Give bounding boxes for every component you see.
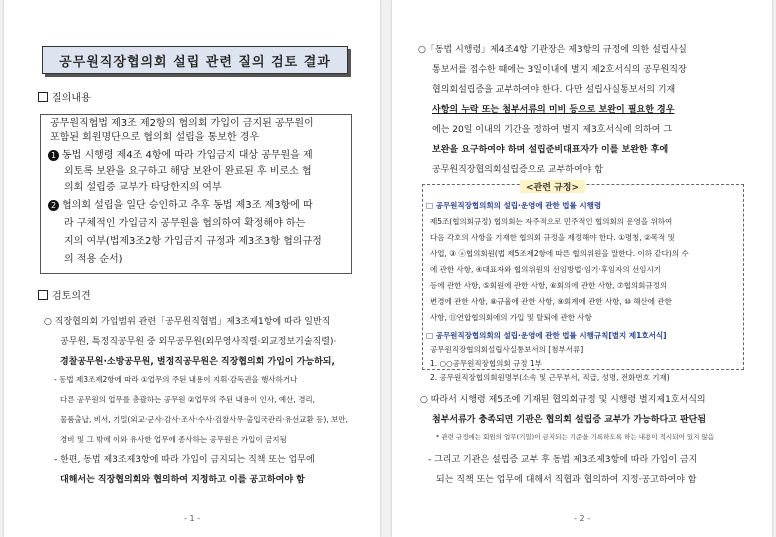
opinion-1-line-3: 경찰공무원·소방공무원, 별정직공무원은 직장협의회 가입이 가능하되, — [60, 357, 335, 367]
reg-1-line-1: 제5조(협의회규정) 협의회는 자주적으로 민주적인 협의회의 운영을 위하여 — [430, 217, 673, 226]
query-item-1-text: 동법 시행령 제4조 4항에 따라 가입금지 대상 공무원을 제 — [62, 150, 313, 161]
reg-1-line-6: 변경에 관한 사항, ⑧규율에 관한 사항, ⑨회계에 관한 사항, ⑩ 해산에 관한 — [430, 297, 672, 306]
reg-1-line-7: 사항, ⑪연합협의회에의 가입 및 탈퇴에 관한 사항 — [430, 313, 592, 322]
document-page-2 — [392, 0, 772, 537]
p2-note: * 관련 규정에는 회원의 업무(기밀)이 금지되는 기준을 기록하도록 하는 내용이 적시되어 있지 않음 — [436, 433, 714, 441]
opinion-2-line-1: - 동법 제3조제2항에 따라 ①업무의 주된 내용이 지휘·감독권을 행사하거나 — [54, 375, 298, 384]
reg-2-line-2: 1. ○○공무원직장협의회 규정 1부 — [430, 359, 542, 368]
reg-1-line-4: 에 관한 사항, ④대표자와 협의위원의 선임방법·임기·후임자의 선임시기 — [430, 265, 662, 274]
page-title: 공무원직장협의회 설립 관련 질의 검토 결과 — [42, 46, 348, 74]
reg-1-line-5: 등에 관한 사항, ⑤회원에 관한 사항, ⑥회의에 관한 사항, ⑦협의회규정의 — [430, 281, 668, 290]
query-item-1-line-3: 의회 설립증 교부가 타당한지의 여부 — [64, 182, 222, 193]
number-2-icon: 2 — [48, 200, 59, 211]
document-page-1 — [4, 0, 380, 537]
reg-1-line-3: 사업, ③ ⓐ협의회원(법 제5조제2항에 따른 협의위원을 말한다. 이하 같다)의 수 — [430, 249, 689, 258]
opinion-3-line-2: 대해서는 직장협의회와 협의하여 지정하고 이를 공고하여야 함 — [60, 475, 305, 485]
opinion-2-line-2: 다른 공무원의 업무를 총괄하는 공무원 ②업무의 주된 내용이 인사, 예산, 경리, — [60, 395, 316, 404]
p2-para-1-line-4: 사항의 누락 또는 첨부서류의 미비 등으로 보완이 필요한 경우 — [432, 105, 675, 115]
related-regulations-box — [422, 184, 744, 370]
query-item-1-line-2: 외토록 보완을 요구하고 해당 보완이 완료된 후 비로소 협 — [64, 166, 312, 177]
query-item-2-text: 협의회 설립을 일단 승인하고 추후 동법 제3조 제3항에 따 — [62, 200, 313, 211]
p2-para-1-line-3: 협의회설립증을 교부하여야 한다. 다만 설립사실통보서의 기재 — [432, 85, 676, 95]
p2-para-1-line-7: 공무원직장협의회설립증으로 교부하여야 함 — [432, 165, 603, 175]
opinion-3-line-1: - 한편, 동법 제3조제3항에 따라 가입이 금지되는 직책 또는 업무에 — [54, 455, 315, 465]
section-query-label: 질의내용 — [52, 93, 91, 104]
opinion-2-line-3: 물품출납, 비서, 기밀(외교·군사·감사·조사·수사·검찰사무·출입국관리·유선교환 등), 보안, — [60, 415, 348, 424]
checkbox-square-icon — [38, 92, 48, 102]
p2-para-2-line-2: 첨부서류가 충족되면 기관은 협의회 설립증 교부가 가능하다고 판단됨 — [432, 415, 707, 425]
reg-1-line-2: 다음 각호의 사항을 기재한 협의회 규정을 제정해야 한다. ①명칭, ②목적 및 — [430, 233, 675, 242]
query-item-2-line-3: 지의 여부(법제3조2항 가입금지 규정과 제3조3항 협의규정 — [64, 236, 322, 247]
query-intro-1: 공무원직협법 제3조 제2항의 협의회 가입이 금지된 공무원이 — [50, 118, 314, 129]
reg-2-line-1: 공무원직장협의회설립사실통보서의 [첨부서류] — [430, 345, 584, 354]
query-item-2-line-4: 의 적용 순서) — [64, 254, 123, 265]
reg-2-line-3: 2. 공무원직장협의회원명부(소속 및 근무부서, 직급, 성명, 전화번호 기재) — [430, 373, 670, 382]
opinion-1-line-2: 공무원, 특정직공무원 중 외무공무원(외무영사직렬·외교정보기술직렬)· — [60, 337, 337, 347]
p2-para-1-line-2: 통보서를 접수한 때에는 3일이내에 별지 제2호서식의 공무원직장 — [432, 65, 687, 75]
opinion-1-line-1: ○ 직장협의회 가입범위 관련「공무원직협법」제3조제1항에 따라 일반직 — [44, 317, 331, 327]
page-number: - 2 - — [574, 514, 590, 523]
p2-para-1-line-5: 에는 20일 이내의 기간을 정하여 별지 제3호서식에 의하여 그 — [432, 125, 673, 135]
query-item-2-line-2: 라 구체적인 가입금지 공무원을 협의하여 확정해야 하는 — [64, 218, 306, 229]
p2-para-3-line-1: - 그리고 기관은 설립증 교부 후 동법 제3조제3항에 따라 가입이 금지 — [428, 455, 698, 465]
section-opinion-heading — [38, 290, 91, 303]
section-query-heading — [38, 92, 91, 105]
checkbox-square-icon — [38, 290, 48, 300]
number-1-icon: 1 — [48, 150, 59, 161]
query-item-2-line-1 — [48, 200, 313, 212]
p2-para-1-line-1: ○「동법 시행령」제4조4항 기관장은 제3항의 규정에 의한 설립사실 — [418, 45, 687, 55]
opinion-2-line-4: 경비 및 그 밖에 이와 유사한 업무에 종사하는 공무원은 가입이 금지됨 — [60, 435, 287, 444]
reg-2-heading: □ 공무원직장협의회의 설립·운영에 관한 법률 시행규칙[별지 제1호서식] — [426, 331, 667, 340]
query-item-1-line-1 — [48, 150, 313, 162]
section-opinion-label: 검토의견 — [52, 291, 91, 302]
related-regulations-tag: <관련 규정> — [520, 180, 585, 193]
query-intro-2: 포함된 회원명단으로 협의회 설립을 통보한 경우 — [50, 132, 260, 143]
p2-para-2-line-1: ○ 따라서 시행령 제5조에 기재된 협의회규정 및 시행령 별지제1호서식의 — [420, 395, 706, 405]
reg-1-heading: □ 공무원직장협의회의 설립·운영에 관한 법률 시행령 — [426, 201, 602, 210]
p2-para-3-line-2: 되는 직책 또는 업무에 대해서 직협과 협의하여 지정·공고하여야 함 — [436, 475, 697, 485]
page-number: - 1 - — [184, 514, 200, 523]
p2-para-1-line-6: 보완을 요구하여야 하며 설립준비대표자가 이를 보완한 후에 — [432, 145, 669, 155]
